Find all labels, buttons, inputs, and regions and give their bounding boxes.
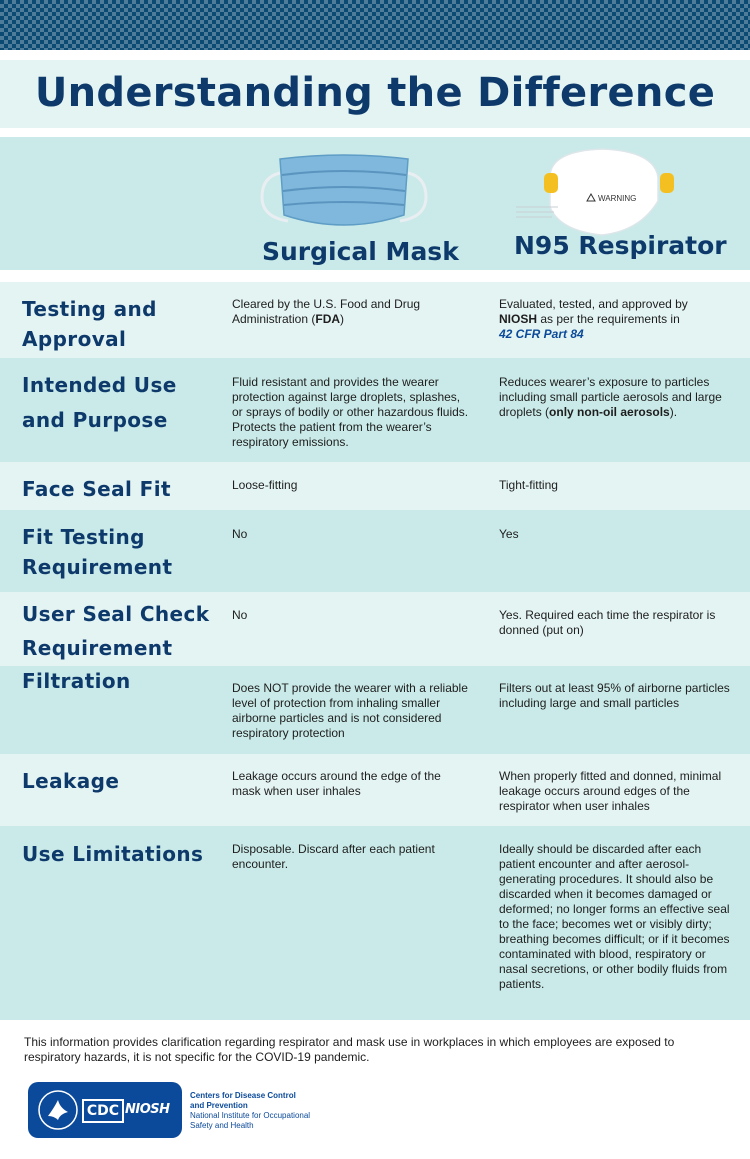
cell-n95: When properly fitted and donned, minimal leakage occurs around edges of the respirator when user inhales (499, 769, 722, 813)
row-label: Use Limitations (22, 842, 204, 866)
cell-n95: Yes (499, 527, 519, 541)
cdc-logo-text: CDC (82, 1099, 124, 1123)
cell-surgical: Fluid resistant and provides the wearer protection against large droplets, splashes, or sprays of bodily or other hazardous fluids. Protects the patient from the wearer’s respiratory emissions. (232, 375, 469, 449)
cdc-niosh-logo (28, 1082, 182, 1138)
col-title-surgical: Surgical Mask (262, 237, 459, 266)
hhs-eagle-icon (36, 1088, 80, 1132)
cell-surgical: No (232, 608, 248, 622)
cell-surgical: Leakage occurs around the edge of the mask when user inhales (232, 769, 441, 798)
col-title-n95: N95 Respirator (514, 231, 727, 260)
row-label: Leakage (22, 769, 120, 793)
cell-surgical: Disposable. Discard after each patient encounter. (232, 842, 435, 871)
row-filtration (0, 666, 750, 754)
cell-surgical: Loose-fitting (232, 478, 298, 492)
row-face-seal-fit (0, 462, 750, 510)
row-label: Face Seal Fit (22, 477, 171, 501)
warning-label: WARNING (598, 194, 637, 203)
row-testing-approval (0, 282, 750, 358)
header-pattern (0, 0, 750, 50)
cell-surgical: Does NOT provide the wearer with a reliable level of protection from inhaling smaller airborne particles and is not considered respiratory protection (232, 681, 468, 740)
row-fit-testing (0, 510, 750, 592)
cell-surgical: No (232, 527, 248, 541)
cell-n95: Evaluated, tested, and approved by NIOSH as per the requirements in 42 CFR Part 84 (499, 297, 688, 341)
row-intended-use (0, 358, 750, 462)
row-label: Intended Use and Purpose (22, 373, 177, 432)
cell-n95: Yes. Required each time the respirator is donned (put on) (499, 608, 716, 637)
agency-name: Centers for Disease Control and Prevention National Institute for Occupational Safety and Health (190, 1091, 311, 1130)
cell-n95: Filters out at least 95% of airborne particles including large and small particles (499, 681, 730, 710)
cell-n95: Tight-fitting (499, 478, 558, 492)
row-label: Filtration (22, 669, 131, 693)
page-title: Understanding the Difference (34, 70, 716, 116)
row-label: Fit Testing Requirement (22, 525, 173, 579)
cell-n95: Ideally should be discarded after each patient encounter and after aerosol-generating procedures. It should also be discarded when it becomes damaged or deformed; no longer forms an effective seal to the face; becomes wet or visibly dirty; breathing becomes difficult; or if it becomes contaminated with blood, respiratory or nasal secretions, or other bodily fluids from patients. (499, 842, 730, 991)
hero-band (0, 137, 750, 270)
niosh-logo-text: NIOSH (125, 1102, 170, 1117)
surgical-mask-image (258, 151, 430, 233)
footer-note: This information provides clarification regarding respirator and mask use in workplaces in which employees are exposed to respiratory hazards, it is not specific for the COVID-19 pandemic. (24, 1035, 675, 1064)
n95-respirator-image (512, 145, 682, 237)
row-use-limitations (0, 826, 750, 1020)
cell-surgical: Cleared by the U.S. Food and Drug Administration (FDA) (232, 297, 421, 326)
cell-n95: Reduces wearer’s exposure to particles including small particle aerosols and large droplets (only non-oil aerosols). (499, 375, 722, 419)
row-label: Testing and Approval (22, 297, 157, 351)
row-user-seal-check (0, 592, 750, 666)
row-label: User Seal Check Requirement (22, 602, 210, 660)
row-leakage (0, 754, 750, 826)
